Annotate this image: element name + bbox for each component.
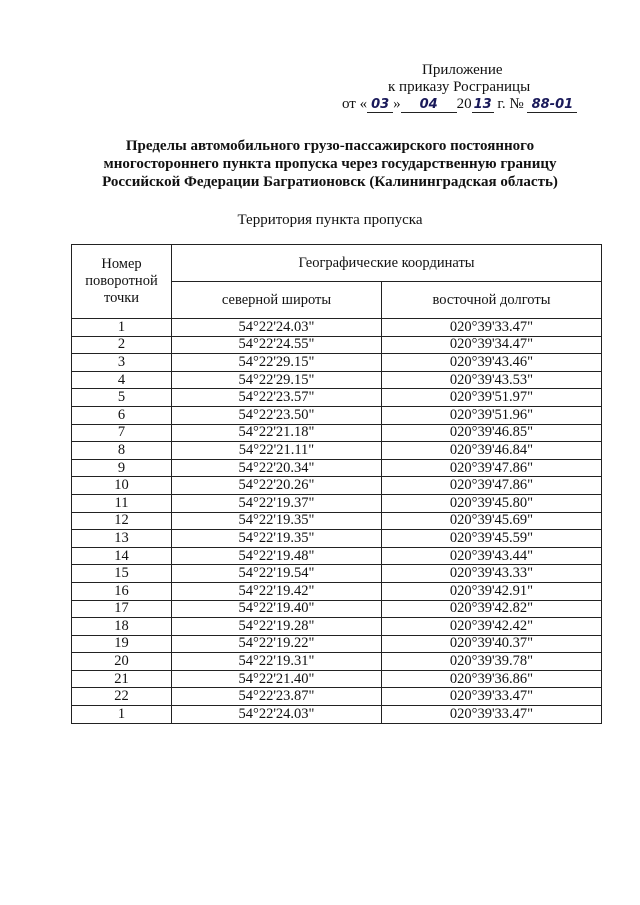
point-number-cell: 13: [72, 530, 172, 548]
latitude-cell: 54°22'19.40": [172, 600, 382, 618]
column-header-point-number: Номер поворотной точки: [72, 245, 172, 319]
point-number-cell: 12: [72, 512, 172, 530]
point-number-cell: 9: [72, 459, 172, 477]
point-number-cell: 10: [72, 477, 172, 495]
point-number-cell: 14: [72, 547, 172, 565]
table-row: [72, 670, 602, 688]
table-row: [72, 653, 602, 671]
point-number-cell: 19: [72, 635, 172, 653]
longitude-cell: 020°39'42.91": [382, 582, 602, 600]
point-number-cell: 2: [72, 336, 172, 354]
latitude-cell: 54°22'24.03": [172, 319, 382, 337]
latitude-cell: 54°22'19.54": [172, 565, 382, 583]
longitude-cell: 020°39'39.78": [382, 653, 602, 671]
latitude-cell: 54°22'23.57": [172, 389, 382, 407]
appendix-label: Приложение: [422, 62, 503, 78]
date-close-quote: »: [393, 96, 401, 112]
point-number-cell: 20: [72, 653, 172, 671]
latitude-cell: 54°22'29.15": [172, 354, 382, 372]
year-number-label: г. №: [497, 96, 524, 112]
handwritten-order-number: 88-01: [527, 98, 577, 113]
handwritten-year: 13: [473, 97, 492, 112]
longitude-cell: 020°39'47.86": [382, 477, 602, 495]
latitude-cell: 54°22'19.35": [172, 530, 382, 548]
latitude-cell: 54°22'19.22": [172, 635, 382, 653]
latitude-cell: 54°22'19.31": [172, 653, 382, 671]
table-row: [72, 319, 602, 337]
longitude-cell: 020°39'51.97": [382, 389, 602, 407]
latitude-cell: 54°22'19.42": [172, 582, 382, 600]
table-row: [72, 706, 602, 724]
handwritten-month: 04: [401, 98, 457, 113]
latitude-cell: 54°22'24.55": [172, 336, 382, 354]
longitude-cell: 020°39'36.86": [382, 670, 602, 688]
title-line-3: Российской Федерации Багратионовск (Калининградская область): [102, 174, 558, 190]
longitude-cell: 020°39'43.44": [382, 547, 602, 565]
longitude-cell: 020°39'46.85": [382, 424, 602, 442]
table-row: [72, 618, 602, 636]
title-line-2: многостороннего пункта пропуска через государственную границу: [103, 156, 557, 172]
point-number-cell: 11: [72, 494, 172, 512]
table-row: [72, 635, 602, 653]
point-number-cell: 6: [72, 406, 172, 424]
longitude-cell: 020°39'33.47": [382, 319, 602, 337]
latitude-cell: 54°22'20.34": [172, 459, 382, 477]
coordinates-table: [71, 244, 602, 724]
table-row: [72, 336, 602, 354]
table-row: [72, 600, 602, 618]
table-row: [72, 424, 602, 442]
latitude-cell: 54°22'19.37": [172, 494, 382, 512]
order-reference: к приказу Росграницы: [388, 79, 531, 95]
longitude-cell: 020°39'34.47": [382, 336, 602, 354]
title-line-1: Пределы автомобильного грузо-пассажирского постоянного: [125, 138, 535, 154]
point-number-cell: 17: [72, 600, 172, 618]
point-number-cell: 5: [72, 389, 172, 407]
latitude-cell: 54°22'23.87": [172, 688, 382, 706]
latitude-cell: 54°22'19.35": [172, 512, 382, 530]
table-row: [72, 442, 602, 460]
point-number-cell: 18: [72, 618, 172, 636]
table-row: [72, 582, 602, 600]
longitude-cell: 020°39'47.86": [382, 459, 602, 477]
longitude-cell: 020°39'43.53": [382, 371, 602, 389]
table-row: [72, 406, 602, 424]
table-row: [72, 494, 602, 512]
table-row: [72, 477, 602, 495]
latitude-cell: 54°22'19.48": [172, 547, 382, 565]
column-header-longitude: восточной долготы: [382, 282, 602, 319]
longitude-cell: 020°39'43.46": [382, 354, 602, 372]
order-date-line: [342, 96, 600, 113]
table-row: [72, 688, 602, 706]
latitude-cell: 54°22'19.28": [172, 618, 382, 636]
longitude-cell: 020°39'33.47": [382, 706, 602, 724]
column-header-geo-coordinates: Географические координаты: [172, 245, 602, 282]
point-number-cell: 3: [72, 354, 172, 372]
longitude-cell: 020°39'33.47": [382, 688, 602, 706]
point-number-cell: 15: [72, 565, 172, 583]
table-row: [72, 389, 602, 407]
table-row: [72, 530, 602, 548]
point-number-cell: 22: [72, 688, 172, 706]
latitude-cell: 54°22'21.18": [172, 424, 382, 442]
year-prefix: 20: [456, 96, 472, 112]
point-number-cell: 8: [72, 442, 172, 460]
point-number-cell: 7: [72, 424, 172, 442]
longitude-cell: 020°39'45.59": [382, 530, 602, 548]
point-number-cell: 16: [72, 582, 172, 600]
column-header-latitude: северной широты: [172, 282, 382, 319]
latitude-cell: 54°22'23.50": [172, 406, 382, 424]
longitude-cell: 020°39'40.37": [382, 635, 602, 653]
table-row: [72, 354, 602, 372]
longitude-cell: 020°39'51.96": [382, 406, 602, 424]
table-row: [72, 459, 602, 477]
latitude-cell: 54°22'29.15": [172, 371, 382, 389]
table-row: [72, 371, 602, 389]
longitude-cell: 020°39'42.82": [382, 600, 602, 618]
point-number-cell: 21: [72, 670, 172, 688]
point-number-cell: 1: [72, 706, 172, 724]
appendix-header: [342, 62, 600, 113]
date-prefix: от «: [342, 96, 368, 112]
latitude-cell: 54°22'20.26": [172, 477, 382, 495]
latitude-cell: 54°22'21.40": [172, 670, 382, 688]
table-row: [72, 565, 602, 583]
latitude-cell: 54°22'24.03": [172, 706, 382, 724]
table-row: [72, 512, 602, 530]
handwritten-day: 03: [367, 98, 393, 113]
longitude-cell: 020°39'45.69": [382, 512, 602, 530]
longitude-cell: 020°39'46.84": [382, 442, 602, 460]
longitude-cell: 020°39'42.42": [382, 618, 602, 636]
point-number-cell: 1: [72, 319, 172, 337]
coordinates-table-body: [72, 319, 602, 724]
point-number-cell: 4: [72, 371, 172, 389]
document-title: [60, 137, 600, 191]
latitude-cell: 54°22'21.11": [172, 442, 382, 460]
section-subtitle: Территория пункта пропуска: [237, 212, 423, 228]
longitude-cell: 020°39'45.80": [382, 494, 602, 512]
longitude-cell: 020°39'43.33": [382, 565, 602, 583]
table-row: [72, 547, 602, 565]
